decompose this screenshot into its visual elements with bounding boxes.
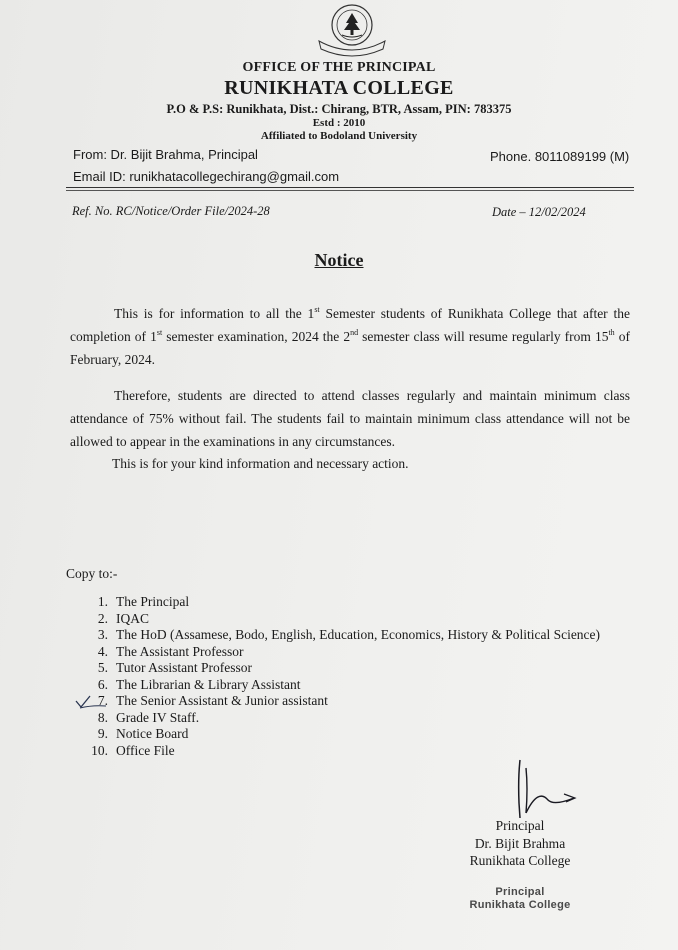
principal-stamp: Principal Runikhata College bbox=[469, 886, 571, 911]
college-logo bbox=[313, 3, 391, 59]
notice-paragraph-1: This is for information to all the 1st Semester students of Runikhata College that after the completion of 1st semester examination, 2024 the 2nd semester class will resume regularly from 15th of February, 2024. bbox=[70, 305, 630, 367]
list-item: 8. Grade IV Staff. bbox=[97, 709, 200, 725]
list-item: 2. IQAC bbox=[97, 610, 149, 626]
header-rule bbox=[66, 187, 634, 188]
list-item: 1. The Principal bbox=[97, 594, 190, 609]
list-item: 6. The Librarian & Library Assistant bbox=[97, 676, 301, 692]
reference-number: Ref. No. RC/Notice/Order File/2024-28 bbox=[72, 204, 270, 218]
from-line: From: Dr. Bijit Brahma, Principal bbox=[73, 147, 258, 162]
notice-date: Date – 12/02/2024 bbox=[492, 205, 586, 219]
notice-title: Notice bbox=[314, 250, 364, 270]
affiliation: Affiliated to Bodoland University bbox=[260, 130, 418, 142]
signatory-name: Dr. Bijit Brahma bbox=[474, 835, 566, 851]
list-item: 7. The Senior Assistant & Junior assistant bbox=[97, 693, 328, 708]
list-item: 4. The Assistant Professor bbox=[97, 643, 244, 659]
office-heading: OFFICE OF THE PRINCIPAL bbox=[242, 60, 436, 75]
signature-block bbox=[440, 817, 600, 870]
list-item: 10. Office File bbox=[91, 742, 175, 758]
email-line: Email ID: runikhatacollegechirang@gmail.com bbox=[73, 169, 340, 184]
college-name: RUNIKHATA COLLEGE bbox=[224, 77, 454, 99]
signatory-title: Principal bbox=[495, 818, 545, 833]
list-item: 5. Tutor Assistant Professor bbox=[97, 660, 253, 675]
handwritten-tick-mark bbox=[74, 693, 108, 711]
established-year: Estd : 2010 bbox=[312, 117, 366, 129]
signatory-college: Runikhata College bbox=[469, 853, 571, 868]
notice-paragraph-2: Therefore, students are directed to attend classes regularly and maintain minimum class attendance of 75% without fail. The students fail to maintain minimum class attendance will not be allowed to appear in the examinations in any circumstances. bbox=[70, 388, 630, 449]
list-item: 9. Notice Board bbox=[97, 726, 189, 741]
copy-to-list bbox=[86, 594, 600, 759]
handwritten-signature bbox=[508, 758, 588, 820]
list-item: 3. The HoD (Assamese, Bodo, English, Education, Economics, History & Political Science) bbox=[97, 627, 601, 642]
header-rule-secondary bbox=[66, 190, 634, 191]
copy-to-heading: Copy to:- bbox=[66, 566, 118, 581]
notice-paragraph-3: This is for your kind information and necessary action. bbox=[112, 456, 409, 471]
college-address: P.O & P.S: Runikhata, Dist.: Chirang, BTR, Assam, PIN: 783375 bbox=[166, 102, 512, 116]
phone-line: Phone. 8011089199 (M) bbox=[490, 149, 630, 164]
